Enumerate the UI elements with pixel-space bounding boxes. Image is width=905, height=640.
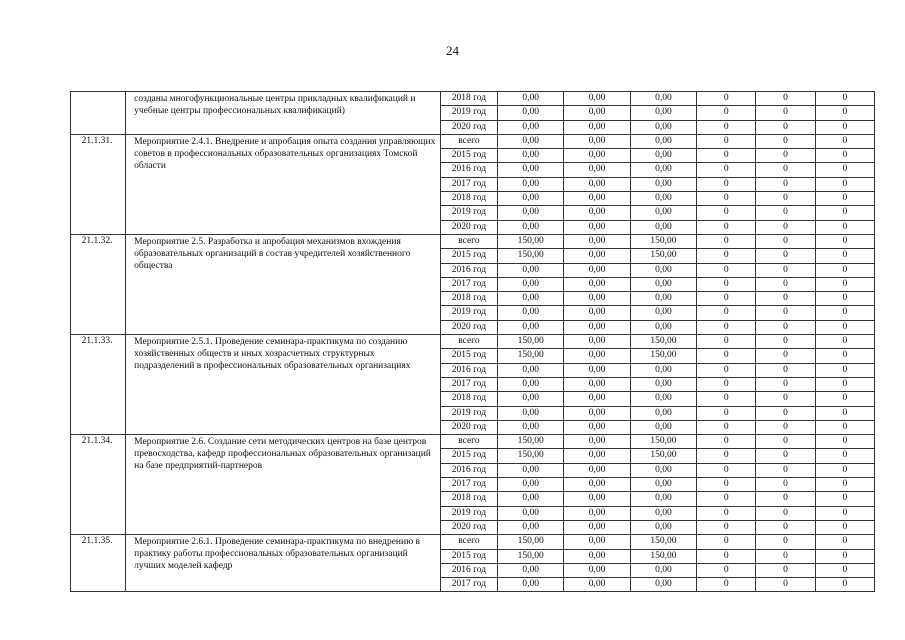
other-cell: 0 (815, 578, 874, 592)
federal-cell: 0,00 (564, 449, 630, 463)
extrabudget-cell: 0 (756, 563, 815, 577)
extrabudget-cell: 0 (756, 578, 815, 592)
total-cell: 0,00 (498, 363, 564, 377)
other-cell: 0 (815, 192, 874, 206)
period-cell: всего (440, 234, 497, 248)
federal-cell: 0,00 (564, 234, 630, 248)
regional-cell: 150,00 (630, 535, 696, 549)
extrabudget-cell: 0 (756, 535, 815, 549)
other-cell: 0 (815, 263, 874, 277)
regional-cell: 0,00 (630, 163, 696, 177)
federal-cell: 0,00 (564, 349, 630, 363)
local-cell: 0 (697, 134, 756, 148)
period-cell: 2015 год (440, 249, 497, 263)
federal-cell: 0,00 (564, 578, 630, 592)
other-cell: 0 (815, 177, 874, 191)
regional-cell: 0,00 (630, 192, 696, 206)
period-cell: 2019 год (440, 306, 497, 320)
extrabudget-cell: 0 (756, 392, 815, 406)
extrabudget-cell: 0 (756, 263, 815, 277)
extrabudget-cell: 0 (756, 435, 815, 449)
table-row (71, 92, 875, 106)
period-cell: 2020 год (440, 220, 497, 234)
federal-cell: 0,00 (564, 277, 630, 291)
total-cell: 150,00 (498, 449, 564, 463)
local-cell: 0 (697, 234, 756, 248)
local-cell: 0 (697, 492, 756, 506)
local-cell: 0 (697, 349, 756, 363)
extrabudget-cell: 0 (756, 306, 815, 320)
local-cell: 0 (697, 177, 756, 191)
federal-cell: 0,00 (564, 377, 630, 391)
total-cell: 0,00 (498, 377, 564, 391)
federal-cell: 0,00 (564, 249, 630, 263)
regional-cell: 0,00 (630, 263, 696, 277)
local-cell: 0 (697, 249, 756, 263)
extrabudget-cell: 0 (756, 92, 815, 106)
total-cell: 0,00 (498, 478, 564, 492)
federal-cell: 0,00 (564, 134, 630, 148)
total-cell: 0,00 (498, 292, 564, 306)
item-number: 21.1.35. (71, 535, 126, 592)
extrabudget-cell: 0 (756, 377, 815, 391)
item-number: 21.1.34. (71, 435, 126, 535)
period-cell: 2019 год (440, 506, 497, 520)
other-cell: 0 (815, 120, 874, 134)
other-cell: 0 (815, 420, 874, 434)
regional-cell: 0,00 (630, 292, 696, 306)
total-cell: 0,00 (498, 306, 564, 320)
other-cell: 0 (815, 520, 874, 534)
federal-cell: 0,00 (564, 463, 630, 477)
other-cell: 0 (815, 220, 874, 234)
federal-cell: 0,00 (564, 492, 630, 506)
table-row (71, 435, 875, 449)
other-cell: 0 (815, 435, 874, 449)
local-cell: 0 (697, 263, 756, 277)
extrabudget-cell: 0 (756, 192, 815, 206)
federal-cell: 0,00 (564, 549, 630, 563)
table-row (71, 535, 875, 549)
period-cell: 2016 год (440, 263, 497, 277)
federal-cell: 0,00 (564, 149, 630, 163)
federal-cell: 0,00 (564, 320, 630, 334)
federal-cell: 0,00 (564, 563, 630, 577)
federal-cell: 0,00 (564, 435, 630, 449)
total-cell: 0,00 (498, 392, 564, 406)
activity-description: Мероприятие 2.4.1. Внедрение и апробация опыта создания управляющих советов в профессиональных образовательных организациях Томской области (126, 134, 441, 234)
federal-cell: 0,00 (564, 506, 630, 520)
total-cell: 150,00 (498, 535, 564, 549)
total-cell: 0,00 (498, 492, 564, 506)
total-cell: 150,00 (498, 435, 564, 449)
period-cell: всего (440, 435, 497, 449)
local-cell: 0 (697, 549, 756, 563)
federal-cell: 0,00 (564, 420, 630, 434)
total-cell: 0,00 (498, 420, 564, 434)
extrabudget-cell: 0 (756, 277, 815, 291)
federal-cell: 0,00 (564, 92, 630, 106)
table-body (71, 92, 875, 592)
local-cell: 0 (697, 92, 756, 106)
period-cell: 2019 год (440, 206, 497, 220)
federal-cell: 0,00 (564, 406, 630, 420)
other-cell: 0 (815, 535, 874, 549)
total-cell: 0,00 (498, 220, 564, 234)
period-cell: 2017 год (440, 277, 497, 291)
regional-cell: 0,00 (630, 134, 696, 148)
other-cell: 0 (815, 335, 874, 349)
extrabudget-cell: 0 (756, 549, 815, 563)
period-cell: 2015 год (440, 549, 497, 563)
local-cell: 0 (697, 292, 756, 306)
local-cell: 0 (697, 420, 756, 434)
period-cell: 2017 год (440, 478, 497, 492)
extrabudget-cell: 0 (756, 292, 815, 306)
federal-cell: 0,00 (564, 306, 630, 320)
total-cell: 0,00 (498, 406, 564, 420)
extrabudget-cell: 0 (756, 249, 815, 263)
regional-cell: 0,00 (630, 363, 696, 377)
regional-cell: 0,00 (630, 377, 696, 391)
extrabudget-cell: 0 (756, 420, 815, 434)
extrabudget-cell: 0 (756, 478, 815, 492)
regional-cell: 0,00 (630, 106, 696, 120)
period-cell: всего (440, 134, 497, 148)
total-cell: 0,00 (498, 134, 564, 148)
other-cell: 0 (815, 292, 874, 306)
other-cell: 0 (815, 463, 874, 477)
other-cell: 0 (815, 277, 874, 291)
local-cell: 0 (697, 535, 756, 549)
extrabudget-cell: 0 (756, 449, 815, 463)
total-cell: 0,00 (498, 263, 564, 277)
total-cell: 0,00 (498, 120, 564, 134)
extrabudget-cell: 0 (756, 520, 815, 534)
period-cell: 2020 год (440, 520, 497, 534)
period-cell: 2017 год (440, 578, 497, 592)
activity-description: созданы многофункциональные центры прикладных квалификаций и учебные центры профессиональных квалификаций) (126, 92, 441, 135)
regional-cell: 0,00 (630, 306, 696, 320)
other-cell: 0 (815, 506, 874, 520)
regional-cell: 150,00 (630, 234, 696, 248)
regional-cell: 0,00 (630, 420, 696, 434)
regional-cell: 150,00 (630, 349, 696, 363)
regional-cell: 0,00 (630, 320, 696, 334)
period-cell: 2018 год (440, 192, 497, 206)
total-cell: 0,00 (498, 149, 564, 163)
regional-cell: 0,00 (630, 520, 696, 534)
regional-cell: 150,00 (630, 335, 696, 349)
extrabudget-cell: 0 (756, 406, 815, 420)
federal-cell: 0,00 (564, 363, 630, 377)
period-cell: 2018 год (440, 392, 497, 406)
extrabudget-cell: 0 (756, 134, 815, 148)
period-cell: 2019 год (440, 406, 497, 420)
page-number: 24 (446, 43, 459, 58)
total-cell: 150,00 (498, 335, 564, 349)
period-cell: 2015 год (440, 349, 497, 363)
period-cell: 2016 год (440, 563, 497, 577)
total-cell: 0,00 (498, 106, 564, 120)
regional-cell: 0,00 (630, 463, 696, 477)
regional-cell: 150,00 (630, 249, 696, 263)
period-cell: 2017 год (440, 177, 497, 191)
other-cell: 0 (815, 320, 874, 334)
local-cell: 0 (697, 320, 756, 334)
activity-description: Мероприятие 2.5. Разработка и апробация механизмов вхождения образовательных организаций в состав учредителей хозяйственного общества (126, 234, 441, 334)
period-cell: 2015 год (440, 449, 497, 463)
other-cell: 0 (815, 449, 874, 463)
regional-cell: 0,00 (630, 149, 696, 163)
local-cell: 0 (697, 277, 756, 291)
other-cell: 0 (815, 492, 874, 506)
period-cell: всего (440, 335, 497, 349)
local-cell: 0 (697, 463, 756, 477)
extrabudget-cell: 0 (756, 335, 815, 349)
period-cell: 2016 год (440, 363, 497, 377)
period-cell: 2020 год (440, 120, 497, 134)
local-cell: 0 (697, 363, 756, 377)
local-cell: 0 (697, 578, 756, 592)
regional-cell: 0,00 (630, 392, 696, 406)
federal-cell: 0,00 (564, 220, 630, 234)
federal-cell: 0,00 (564, 106, 630, 120)
regional-cell: 0,00 (630, 406, 696, 420)
total-cell: 0,00 (498, 92, 564, 106)
total-cell: 0,00 (498, 277, 564, 291)
period-cell: 2019 год (440, 106, 497, 120)
extrabudget-cell: 0 (756, 492, 815, 506)
local-cell: 0 (697, 478, 756, 492)
regional-cell: 150,00 (630, 549, 696, 563)
other-cell: 0 (815, 249, 874, 263)
federal-cell: 0,00 (564, 478, 630, 492)
activity-description: Мероприятие 2.6.1. Проведение семинара-практикума по внедрению в практику работы профессиональных образовательных организаций лучших моделей кафедр (126, 535, 441, 592)
regional-cell: 0,00 (630, 220, 696, 234)
federal-cell: 0,00 (564, 192, 630, 206)
federal-cell: 0,00 (564, 206, 630, 220)
period-cell: 2016 год (440, 163, 497, 177)
other-cell: 0 (815, 206, 874, 220)
total-cell: 150,00 (498, 549, 564, 563)
item-number: 21.1.33. (71, 335, 126, 435)
total-cell: 0,00 (498, 320, 564, 334)
regional-cell: 0,00 (630, 92, 696, 106)
local-cell: 0 (697, 563, 756, 577)
other-cell: 0 (815, 234, 874, 248)
extrabudget-cell: 0 (756, 349, 815, 363)
total-cell: 0,00 (498, 563, 564, 577)
federal-cell: 0,00 (564, 535, 630, 549)
local-cell: 0 (697, 506, 756, 520)
federal-cell: 0,00 (564, 120, 630, 134)
extrabudget-cell: 0 (756, 163, 815, 177)
extrabudget-cell: 0 (756, 220, 815, 234)
other-cell: 0 (815, 306, 874, 320)
period-cell: 2018 год (440, 492, 497, 506)
regional-cell: 0,00 (630, 277, 696, 291)
table-row (71, 134, 875, 148)
local-cell: 0 (697, 120, 756, 134)
regional-cell: 0,00 (630, 478, 696, 492)
period-cell: 2017 год (440, 377, 497, 391)
total-cell: 0,00 (498, 163, 564, 177)
regional-cell: 0,00 (630, 120, 696, 134)
local-cell: 0 (697, 306, 756, 320)
federal-cell: 0,00 (564, 177, 630, 191)
local-cell: 0 (697, 520, 756, 534)
local-cell: 0 (697, 406, 756, 420)
other-cell: 0 (815, 478, 874, 492)
extrabudget-cell: 0 (756, 149, 815, 163)
total-cell: 150,00 (498, 249, 564, 263)
local-cell: 0 (697, 335, 756, 349)
table-row (71, 335, 875, 349)
local-cell: 0 (697, 106, 756, 120)
total-cell: 0,00 (498, 463, 564, 477)
total-cell: 0,00 (498, 520, 564, 534)
extrabudget-cell: 0 (756, 320, 815, 334)
other-cell: 0 (815, 363, 874, 377)
total-cell: 0,00 (498, 206, 564, 220)
other-cell: 0 (815, 349, 874, 363)
activity-description: Мероприятие 2.6. Создание сети методических центров на базе центров превосходства, кафедр профессиональных образовательных организаций на базе предприятий-партнеров (126, 435, 441, 535)
period-cell: 2018 год (440, 292, 497, 306)
federal-cell: 0,00 (564, 392, 630, 406)
local-cell: 0 (697, 192, 756, 206)
regional-cell: 0,00 (630, 492, 696, 506)
local-cell: 0 (697, 163, 756, 177)
item-number: 21.1.32. (71, 234, 126, 334)
regional-cell: 150,00 (630, 449, 696, 463)
federal-cell: 0,00 (564, 520, 630, 534)
extrabudget-cell: 0 (756, 206, 815, 220)
extrabudget-cell: 0 (756, 177, 815, 191)
extrabudget-cell: 0 (756, 234, 815, 248)
regional-cell: 0,00 (630, 177, 696, 191)
period-cell: 2020 год (440, 420, 497, 434)
federal-cell: 0,00 (564, 292, 630, 306)
federal-cell: 0,00 (564, 263, 630, 277)
other-cell: 0 (815, 106, 874, 120)
regional-cell: 0,00 (630, 563, 696, 577)
total-cell: 0,00 (498, 192, 564, 206)
local-cell: 0 (697, 435, 756, 449)
total-cell: 0,00 (498, 578, 564, 592)
local-cell: 0 (697, 377, 756, 391)
other-cell: 0 (815, 392, 874, 406)
federal-cell: 0,00 (564, 163, 630, 177)
regional-cell: 0,00 (630, 206, 696, 220)
period-cell: 2020 год (440, 320, 497, 334)
other-cell: 0 (815, 163, 874, 177)
total-cell: 0,00 (498, 177, 564, 191)
regional-cell: 0,00 (630, 506, 696, 520)
regional-cell: 0,00 (630, 578, 696, 592)
local-cell: 0 (697, 449, 756, 463)
period-cell: 2018 год (440, 92, 497, 106)
period-cell: 2015 год (440, 149, 497, 163)
other-cell: 0 (815, 563, 874, 577)
extrabudget-cell: 0 (756, 463, 815, 477)
local-cell: 0 (697, 392, 756, 406)
local-cell: 0 (697, 206, 756, 220)
total-cell: 150,00 (498, 349, 564, 363)
table-row (71, 234, 875, 248)
item-number (71, 92, 126, 135)
total-cell: 0,00 (498, 506, 564, 520)
other-cell: 0 (815, 149, 874, 163)
period-cell: всего (440, 535, 497, 549)
item-number: 21.1.31. (71, 134, 126, 234)
total-cell: 150,00 (498, 234, 564, 248)
extrabudget-cell: 0 (756, 506, 815, 520)
other-cell: 0 (815, 406, 874, 420)
extrabudget-cell: 0 (756, 106, 815, 120)
local-cell: 0 (697, 149, 756, 163)
extrabudget-cell: 0 (756, 120, 815, 134)
local-cell: 0 (697, 220, 756, 234)
federal-cell: 0,00 (564, 335, 630, 349)
period-cell: 2016 год (440, 463, 497, 477)
other-cell: 0 (815, 134, 874, 148)
budget-table (70, 91, 875, 592)
regional-cell: 150,00 (630, 435, 696, 449)
other-cell: 0 (815, 549, 874, 563)
other-cell: 0 (815, 377, 874, 391)
activity-description: Мероприятие 2.5.1. Проведение семинара-практикума по созданию хозяйственных обществ и иных хозрасчетных структурных подразделений в профессиональных образовательных организациях (126, 335, 441, 435)
extrabudget-cell: 0 (756, 363, 815, 377)
other-cell: 0 (815, 92, 874, 106)
